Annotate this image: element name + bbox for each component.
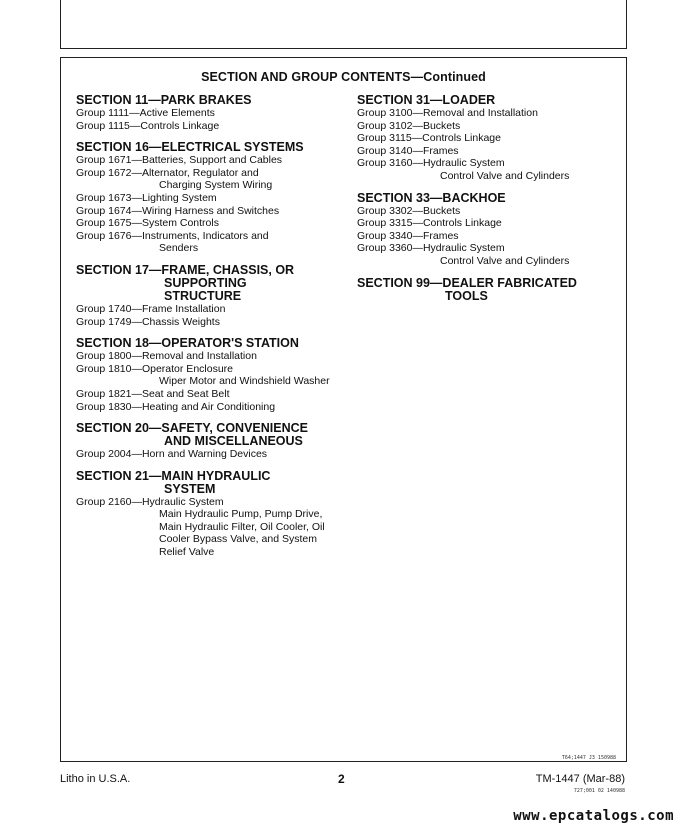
section-title-line: SECTION 21—MAIN HYDRAULIC bbox=[76, 468, 271, 483]
section-block bbox=[76, 94, 346, 132]
group-entry bbox=[357, 230, 617, 243]
section-block bbox=[76, 470, 346, 559]
group-line: Group 1115—Controls Linkage bbox=[76, 119, 220, 132]
group-entry bbox=[357, 107, 617, 120]
group-continuation: Charging System Wiring bbox=[159, 179, 273, 192]
group-line: Group 1674—Wiring Harness and Switches bbox=[76, 204, 280, 217]
group-entry bbox=[76, 316, 346, 329]
group-line: Group 3302—Buckets bbox=[357, 204, 461, 217]
group-entry bbox=[357, 205, 617, 218]
group-entry bbox=[357, 145, 617, 158]
group-entry bbox=[76, 401, 346, 414]
group-entry bbox=[357, 157, 617, 182]
section-title-line: SECTION 17—FRAME, CHASSIS, OR bbox=[76, 262, 295, 277]
group-line: Group 3100—Removal and Installation bbox=[357, 107, 538, 119]
group-line: Group 1676—Instruments, Indicators and bbox=[76, 229, 269, 242]
group-entry bbox=[76, 154, 346, 167]
section-title-continuation: SUPPORTING bbox=[164, 275, 247, 290]
section-title bbox=[76, 470, 346, 496]
group-entry bbox=[76, 120, 346, 133]
group-continuation: Relief Valve bbox=[159, 546, 215, 559]
group-line: Group 1671—Batteries, Support and Cables bbox=[76, 154, 283, 167]
group-continuation: Main Hydraulic Filter, Oil Cooler, Oil bbox=[159, 520, 325, 533]
group-line: Group 1740—Frame Installation bbox=[76, 302, 226, 315]
group-line: Group 2004—Horn and Warning Devices bbox=[76, 448, 268, 461]
footer-code: 727;001 02 140988 bbox=[573, 788, 625, 794]
section-title bbox=[76, 141, 346, 154]
group-line: Group 1821—Seat and Seat Belt bbox=[76, 387, 230, 400]
group-line: Group 3102—Buckets bbox=[357, 119, 461, 132]
group-line: Group 2160—Hydraulic System bbox=[76, 495, 224, 508]
group-continuation: Wiper Motor and Windshield Washer bbox=[159, 375, 330, 388]
group-entry bbox=[357, 242, 617, 267]
group-entry bbox=[357, 120, 617, 133]
section-block bbox=[357, 277, 617, 303]
watermark: www.epcatalogs.com bbox=[513, 808, 674, 824]
group-entry bbox=[76, 496, 346, 559]
group-continuation: Senders bbox=[159, 242, 199, 255]
print-stamp: T64;1447 J3 150988 bbox=[561, 755, 616, 761]
group-entry bbox=[76, 205, 346, 218]
group-line: Group 3140—Frames bbox=[357, 144, 459, 157]
section-title bbox=[357, 94, 617, 107]
section-title-continuation: STRUCTURE bbox=[164, 288, 242, 303]
group-line: Group 3160—Hydraulic System bbox=[357, 157, 505, 170]
group-continuation: Cooler Bypass Valve, and System bbox=[159, 533, 317, 546]
group-continuation: Main Hydraulic Pump, Pump Drive, bbox=[159, 508, 323, 521]
group-entry bbox=[76, 167, 346, 192]
top-frame bbox=[60, 0, 627, 49]
group-entry bbox=[357, 132, 617, 145]
group-line: Group 1830—Heating and Air Conditioning bbox=[76, 400, 276, 413]
group-line: Group 3115—Controls Linkage bbox=[357, 132, 501, 145]
group-entry bbox=[76, 388, 346, 401]
group-line: Group 1111—Active Elements bbox=[76, 107, 215, 119]
section-title-continuation: TOOLS bbox=[445, 288, 488, 303]
group-line: Group 1800—Removal and Installation bbox=[76, 350, 257, 363]
left-column bbox=[76, 94, 346, 568]
group-entry bbox=[76, 448, 346, 461]
contents-frame bbox=[60, 57, 627, 762]
section-title bbox=[357, 192, 617, 205]
section-block bbox=[76, 141, 346, 255]
group-line: Group 1672—Alternator, Regulator and bbox=[76, 166, 259, 179]
section-title-continuation: AND MISCELLANEOUS bbox=[164, 434, 303, 449]
group-entry bbox=[357, 217, 617, 230]
section-title-continuation: SYSTEM bbox=[164, 481, 216, 496]
group-entry bbox=[76, 107, 346, 120]
section-block bbox=[357, 94, 617, 183]
group-line: Group 1749—Chassis Weights bbox=[76, 315, 220, 328]
group-line: Group 3340—Frames bbox=[357, 229, 459, 242]
group-entry bbox=[76, 303, 346, 316]
section-title bbox=[76, 264, 346, 303]
section-title-line: SECTION 20—SAFETY, CONVENIENCE bbox=[76, 421, 308, 436]
section-block bbox=[76, 422, 346, 461]
section-title-line: SECTION 11—PARK BRAKES bbox=[76, 93, 252, 107]
section-title bbox=[76, 94, 346, 107]
group-line: Group 1810—Operator Enclosure bbox=[76, 362, 234, 375]
group-line: Group 1675—System Controls bbox=[76, 217, 219, 230]
right-column bbox=[357, 94, 617, 312]
group-line: Group 3315—Controls Linkage bbox=[357, 217, 502, 230]
group-entry bbox=[76, 350, 346, 363]
section-title-line: SECTION 18—OPERATOR'S STATION bbox=[76, 336, 299, 351]
page-number: 2 bbox=[338, 772, 345, 786]
section-title-line: SECTION 99—DEALER FABRICATED bbox=[357, 275, 577, 290]
section-block bbox=[76, 337, 346, 413]
section-title bbox=[76, 422, 346, 448]
section-block bbox=[357, 192, 617, 268]
section-title-line: SECTION 33—BACKHOE bbox=[357, 190, 506, 205]
section-title-line: SECTION 31—LOADER bbox=[357, 93, 496, 107]
group-line: Group 1673—Lighting System bbox=[76, 191, 217, 204]
group-continuation: Control Valve and Cylinders bbox=[440, 169, 570, 182]
footer-litho: Litho in U.S.A. bbox=[60, 773, 131, 785]
section-title bbox=[76, 337, 346, 350]
group-line: Group 3360—Hydraulic System bbox=[357, 242, 505, 255]
document-id: TM-1447 (Mar-88) bbox=[535, 773, 625, 785]
group-entry bbox=[76, 363, 346, 388]
section-title-line: SECTION 16—ELECTRICAL SYSTEMS bbox=[76, 140, 304, 155]
section-title bbox=[357, 277, 617, 303]
group-entry bbox=[76, 217, 346, 230]
page-heading: SECTION AND GROUP CONTENTS—Continued bbox=[201, 70, 486, 84]
group-entry bbox=[76, 230, 346, 255]
section-block bbox=[76, 264, 346, 328]
group-entry bbox=[76, 192, 346, 205]
group-continuation: Control Valve and Cylinders bbox=[440, 254, 570, 267]
